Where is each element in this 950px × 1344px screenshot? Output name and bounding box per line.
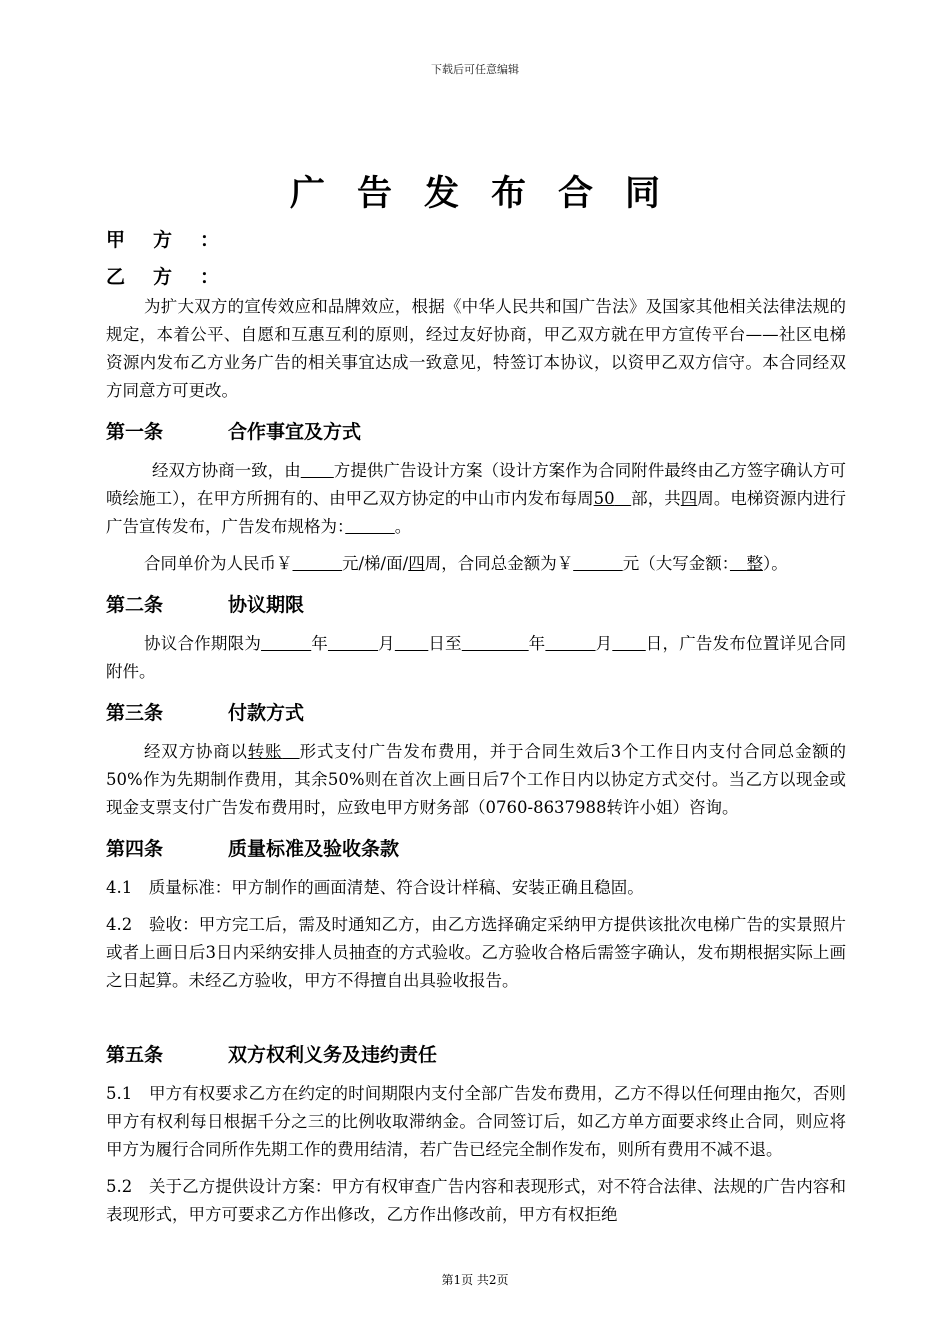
blank-field (261, 634, 311, 653)
article-1-heading (106, 417, 846, 447)
article-title: 付款方式 (228, 702, 305, 724)
article-title: 双方权利义务及违约责任 (228, 1044, 438, 1066)
article-2-heading (106, 590, 846, 620)
blank-field (395, 634, 428, 653)
article-2-paragraph: 协议合作期限为 年 月 日至 年 月 日，广告发布位置详见合同附件。 (106, 634, 847, 681)
header-note: 下载后可任意编辑 (431, 63, 519, 76)
contract-title: 广告发布合同 (289, 174, 692, 214)
weekly-count: 50 (593, 489, 615, 508)
clause-4-2: 4.2 验收：甲方完工后，需及时通知乙方，由乙方选择确定采纳甲方提供该批次电梯广告的实景照片或者上画日后3日内采纳安排人员抽查的方式验收。乙方验收合格后需签字确认，发布期根据实际上画之日起算。未经乙方验收，甲方不得擅自出具验收报告。 (106, 915, 846, 990)
page-footer: 第1页 共2页 (441, 1273, 509, 1287)
blank-field (612, 634, 645, 653)
article-number: 第四条 (106, 838, 164, 860)
clause-5-2: 5.2 关于乙方提供设计方案：甲方有权审查广告内容和表现形式，对不符合法律、法规的广告内容和表现形式，甲方可要求乙方作出修改，乙方作出修改前，甲方有权拒绝 (106, 1177, 846, 1224)
article-5-heading (106, 1040, 846, 1070)
article-title: 合作事宜及方式 (228, 421, 362, 443)
article-number: 第三条 (106, 702, 164, 724)
amount-suffix: 整 (746, 554, 763, 573)
article-3-paragraph: 经双方协商以转账 形式支付广告发布费用，并于合同生效后3个工作日内支付合同总金额的50%作为先期制作费用，其余50%则在首次上画日后7个工作日内以协定方式交付。当乙方以现金或现金支票支付广告发布费用时，应致电甲方财务部（0760-8637988转许小姐）咨询。 (106, 742, 847, 817)
blank-field (462, 634, 529, 653)
article-title: 质量标准及验收条款 (228, 838, 400, 860)
blank-field (545, 634, 595, 653)
article-number: 第五条 (106, 1044, 164, 1066)
article-1-paragraph-2: 合同单价为人民币￥ 元/梯/面/四周，合同总金额为￥ 元（大写金额： 整）。 (144, 554, 788, 573)
blank-field (345, 517, 395, 536)
article-1-paragraph-1: 经双方协商一致，由 方提供广告设计方案（设计方案作为合同附件最终由乙方签字确认方可喷绘施工），在甲方所拥有的、由甲乙双方协定的中山市内发布每周50 部，共四周。电梯资源内进行广告宣传发布，广告发布规格为： 。 (106, 461, 847, 536)
weeks-count: 四 (680, 489, 698, 508)
article-number: 第一条 (106, 421, 164, 443)
payment-method: 转账 (247, 742, 283, 761)
blank-field (301, 461, 334, 480)
party-b-label: 乙方： (106, 266, 248, 288)
blank-field (573, 554, 623, 573)
article-4-heading (106, 834, 846, 864)
contract-body (106, 293, 846, 1238)
clause-4-1: 4.1 质量标准：甲方制作的画面清楚、符合设计样稿、安装正确且稳固。 (106, 878, 644, 897)
article-title: 协议期限 (228, 594, 305, 616)
intro-paragraph: 为扩大双方的宣传效应和品牌效应，根据《中华人民共和国广告法》及国家其他相关法律法规的规定，本着公平、自愿和互惠互利的原则，经过友好协商，甲乙双方就在甲方宣传平台——社区电梯资源内发布乙方业务广告的相关事宜达成一致意见，特签订本协议，以资甲乙双方信守。本合同经双方同意方可更改。 (106, 297, 846, 400)
party-a-label: 甲方： (106, 229, 248, 251)
blank-field (293, 554, 343, 573)
article-number: 第二条 (106, 594, 164, 616)
weeks-count: 四 (408, 554, 425, 573)
article-3-heading (106, 698, 846, 728)
blank-field (328, 634, 378, 653)
clause-5-1: 5.1 甲方有权要求乙方在约定的时间期限内支付全部广告发布费用，乙方不得以任何理由拖欠，否则甲方有权利每日根据千分之三的比例收取滞纳金。合同签订后，如乙方单方面要求终止合同，则应将甲方为履行合同所作先期工作的费用结清，若广告已经完全制作发布，则所有费用不减不退。 (106, 1084, 846, 1159)
